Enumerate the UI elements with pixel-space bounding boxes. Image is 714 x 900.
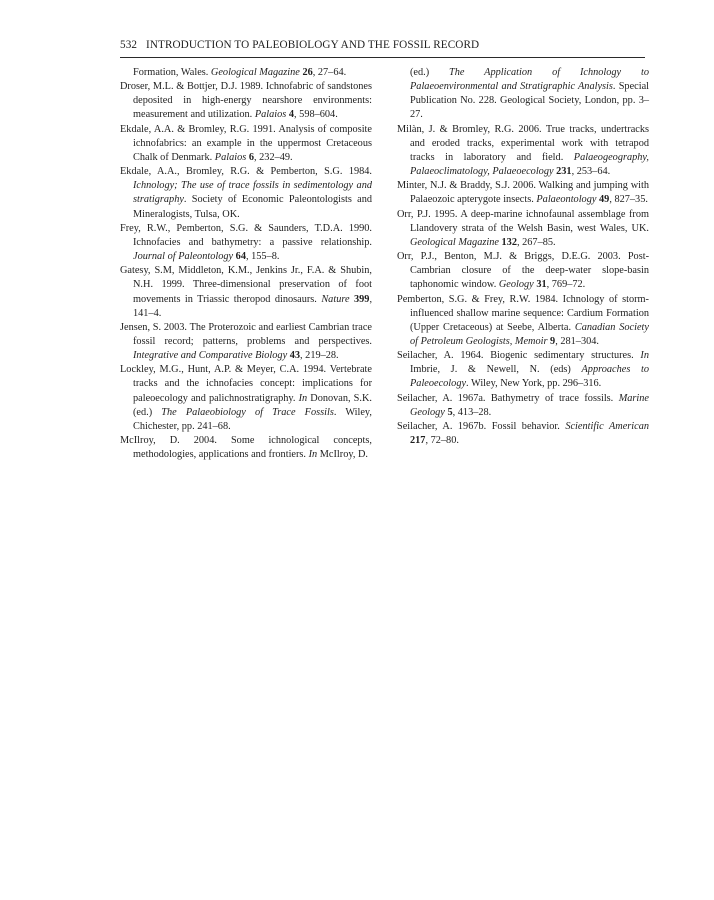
reference-text: , 267–85. xyxy=(516,236,556,248)
italic-text: The Palaeobiology of Trace Fossils xyxy=(161,406,334,418)
reference-entry xyxy=(120,80,372,122)
volume-number: 26 xyxy=(302,67,313,78)
reference-text: , 281–304. xyxy=(555,335,599,347)
reference-text: . Wiley, Chichester, pp. 241–68. xyxy=(133,406,372,432)
reference-entry xyxy=(120,165,372,222)
page-number: 532 xyxy=(120,39,138,51)
reference-text: Ekdale, A.A., Bromley, R.G. & Pemberton, S.G. 1984. xyxy=(120,166,372,178)
italic-text: Palaeontology xyxy=(536,194,597,206)
reference-column-right xyxy=(397,66,649,448)
reference-text: McIlroy, D. xyxy=(317,449,368,461)
volume-number: 9 xyxy=(550,335,556,347)
volume-number: 31 xyxy=(536,279,547,291)
italic-text: Palaios xyxy=(254,109,287,121)
reference-text: , 253–64. xyxy=(571,166,611,178)
reference-text: Seilacher, A. 1964. Biogenic sedimentary structures. xyxy=(397,350,641,362)
italic-text: Palaeogeography, Palaeoclimatology, Palaeoecology xyxy=(410,151,649,178)
reference-text: (ed.) xyxy=(410,67,450,78)
reference-text: Orr, P.J. 1995. A deep-marine ichnofaunal assemblage from Llandovery strata of the Welsh Basin, west Wales, UK. xyxy=(397,208,649,234)
reference-entry xyxy=(397,349,649,391)
italic-text: Scientific American xyxy=(565,420,649,432)
running-header xyxy=(120,38,645,52)
italic-text: Geology xyxy=(498,279,534,291)
reference-text: Seilacher, A. 1967a. Bathymetry of trace fossils. xyxy=(397,392,619,404)
reference-text: Pemberton, S.G. & Frey, R.W. 1984. Ichnology of storm-influenced shallow marine sequence: Cardium Formation (Upper Cretaceous) at Seebe, Alberta. xyxy=(397,293,649,333)
reference-entry xyxy=(120,222,372,264)
reference-text: Droser, M.L. & Bottjer, D.J. 1989. Ichnofabric of sandstones deposited in high-energy nearshore environments: measurement and utilization. xyxy=(120,81,372,121)
italic-text: Journal of Paleontology xyxy=(133,251,234,263)
reference-text: , 232–49. xyxy=(254,151,293,163)
volume-number: 4 xyxy=(288,109,295,121)
volume-number: 217 xyxy=(410,435,426,447)
reference-text: , 141–4. xyxy=(133,293,373,319)
volume-number: 5 xyxy=(447,406,453,418)
italic-text: Marine Geology xyxy=(410,392,649,418)
volume-number: 132 xyxy=(501,236,517,248)
italic-text: In xyxy=(298,392,308,404)
reference-text: Gatesy, S.M, Middleton, K.M., Jenkins Jr., F.A. & Shubin, N.H. 1999. Three-dimensional preservation of foot movements in Triassic theropod dinosaurs. xyxy=(120,265,372,305)
reference-entry xyxy=(120,363,372,434)
reference-text: . Special Publication No. 228. Geological Society, London, pp. 3–27. xyxy=(410,81,649,121)
reference-text: Formation, Wales. xyxy=(133,67,211,78)
reference-entry xyxy=(397,123,649,180)
italic-text: Geological Magazine xyxy=(410,236,499,248)
reference-text: , 72–80. xyxy=(425,435,459,447)
reference-text: Milàn, J. & Bromley, R.G. 2006. True tracks, undertracks and eroded tracks, experimental work with tetrapod tracks in laboratory and field. xyxy=(397,123,649,163)
italic-text: Ichnology; The use of trace fossils in sedimentology and stratigraphy xyxy=(133,180,372,206)
reference-text: , 598–604. xyxy=(294,109,338,121)
volume-number: 43 xyxy=(289,350,301,362)
reference-text: . Wiley, New York, pp. 296–316. xyxy=(466,378,602,390)
header-rule xyxy=(120,57,645,58)
italic-text: Canadian Society of Petroleum Geologists, Memoir xyxy=(410,321,649,347)
italic-text: Palaios xyxy=(214,151,247,163)
italic-text: In xyxy=(640,350,649,362)
italic-text: In xyxy=(308,449,318,461)
reference-text: Frey, R.W., Pemberton, S.G. & Saunders, T.D.A. 1990. Ichnofacies and bathymetry: a passive relationship. xyxy=(120,222,372,248)
running-title: INTRODUCTION TO PALEOBIOLOGY AND THE FOSSIL RECORD xyxy=(146,39,480,51)
reference-text: Seilacher, A. 1967b. Fossil behavior. xyxy=(397,420,566,432)
reference-entry xyxy=(120,264,372,321)
reference-entry xyxy=(120,434,372,462)
reference-text: , 155–8. xyxy=(245,251,280,263)
reference-entry xyxy=(397,208,649,250)
reference-entry xyxy=(397,179,649,207)
italic-text: The Application of Ichnology to Palaeoenvironmental and Stratigraphic Analysis xyxy=(410,67,649,93)
italic-text: Integrative and Comparative Biology xyxy=(133,350,288,362)
reference-text: , 827–35. xyxy=(609,194,648,206)
reference-entry xyxy=(120,123,372,165)
reference-text: Ekdale, A.A. & Bromley, R.G. 1991. Analysis of composite ichnofabrics: an example in the uppermost Cretaceous Chalk of Denmark. xyxy=(120,123,372,163)
reference-entry xyxy=(397,392,649,420)
reference-text: Donovan, S.K. (ed.) xyxy=(133,392,372,418)
reference-text: , 219–28. xyxy=(300,350,339,362)
reference-entry xyxy=(397,420,649,448)
reference-text: Minter, N.J. & Braddy, S.J. 2006. Walking and jumping with Palaeozoic apterygote insects. xyxy=(397,180,649,206)
italic-text: Nature xyxy=(321,293,350,305)
reference-text: McIlroy, D. 2004. Some ichnological concepts, methodologies, applications and frontiers. xyxy=(120,435,372,461)
volume-number: 64 xyxy=(235,251,246,263)
reference-entry xyxy=(397,250,649,292)
italic-text: Approaches to Paleoecology xyxy=(410,364,649,390)
reference-text: Orr, P.J., Benton, M.J. & Briggs, D.E.G. 2003. Post-Cambrian closure of the deep-water slope-basin taphonomic window. xyxy=(397,251,649,291)
reference-text: , 27–64. xyxy=(312,67,347,78)
volume-number: 6 xyxy=(248,151,254,163)
reference-text: , 769–72. xyxy=(546,279,586,291)
reference-column-left xyxy=(120,66,372,462)
volume-number: 399 xyxy=(353,293,370,305)
volume-number: 49 xyxy=(599,194,610,206)
reference-entry-continued xyxy=(397,66,649,123)
volume-number: 231 xyxy=(556,166,572,178)
reference-text: Imbrie, J. & Newell, N. (eds) xyxy=(410,364,582,376)
reference-text: . Society of Economic Paleontologists and Mineralogists, Tulsa, OK. xyxy=(133,194,372,220)
reference-entry xyxy=(397,293,649,350)
reference-entry xyxy=(120,321,372,363)
reference-entry-continued xyxy=(120,66,372,80)
reference-text: Lockley, M.G., Hunt, A.P. & Meyer, C.A. 1994. Vertebrate tracks and the ichnofacies concept: implications for paleoecology and palichnostratigraphy. xyxy=(120,364,372,404)
reference-text: Jensen, S. 2003. The Proterozoic and earliest Cambrian trace fossil record; patterns, problems and perspectives. xyxy=(120,321,372,347)
reference-text: , 413–28. xyxy=(452,406,492,418)
italic-text: Geological Magazine xyxy=(210,67,300,78)
